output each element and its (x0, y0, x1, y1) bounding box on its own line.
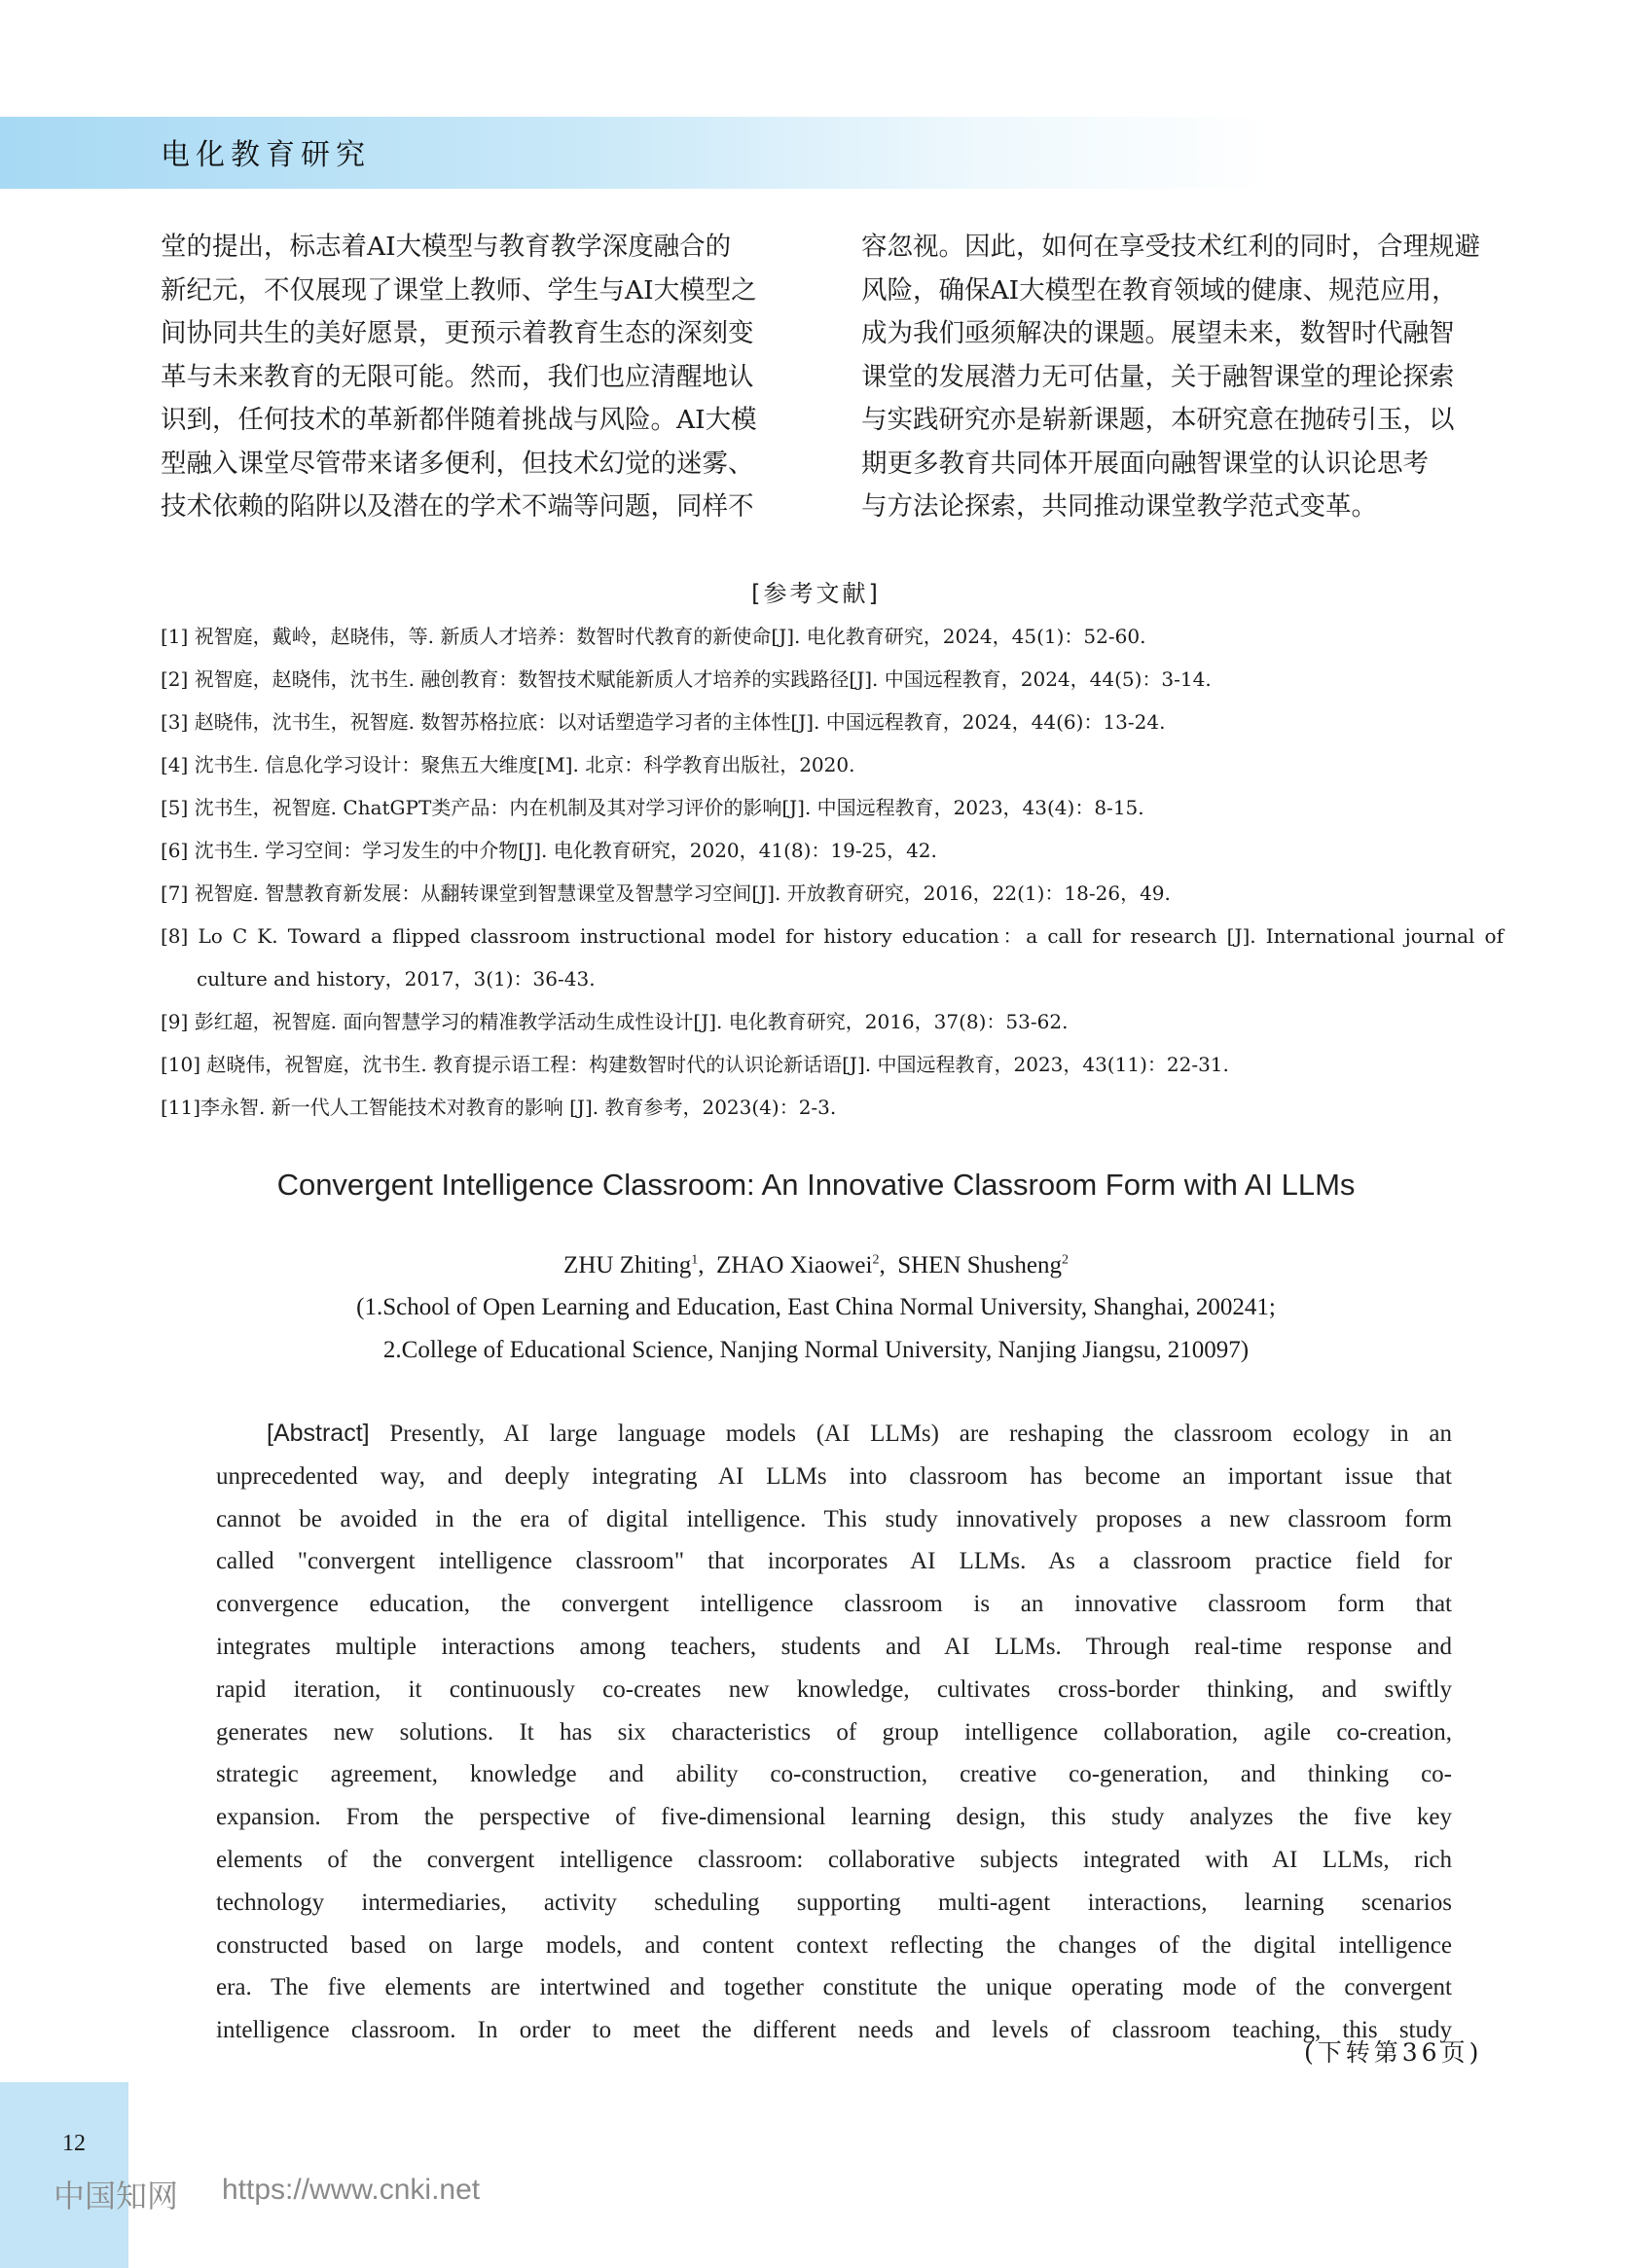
body-right-column (861, 226, 1504, 529)
abstract-line: called "convergent intelligence classroom" that incorporates AI LLMs. As a classroom practice field for (216, 1548, 1452, 1575)
affiliation-1: (1.School of Open Learning and Education, East China Normal University, Shanghai, 200241; (356, 1294, 1276, 1320)
abstract-line: unprecedented way, and deeply integrating AI LLMs into classroom has become an important issue that (216, 1462, 1452, 1490)
abstract-line: rapid iteration, it continuously co-creates new knowledge, cultivates cross-border thinking, and swiftly (216, 1675, 1452, 1703)
body-line: 间协同共生的美好愿景，更预示着教育生态的深刻变 (161, 318, 754, 348)
author-name: SHEN Shusheng (897, 1252, 1062, 1278)
body-line: 成为我们亟须解决的课题。展望未来，数智时代融智 (861, 318, 1455, 348)
abstract-line: intelligence classroom. In order to meet the different needs and levels of classroom teaching, this study (216, 2017, 1452, 2044)
body-line: 与方法论探索，共同推动课堂教学范式变革。 (861, 491, 1377, 522)
author-affiliation-mark: 2 (1061, 1252, 1069, 1268)
reference-item: [4] 沈书生. 信息化学习设计：聚焦五大维度[M]. 北京：科学教育出版社，2020. (161, 753, 855, 776)
author-name: ZHAO Xiaowei (716, 1252, 873, 1278)
abstract-line (216, 1413, 1452, 1456)
reference-item: [6] 沈书生. 学习空间：学习发生的中介物[J]. 电化教育研究，2020，41(8)：19-25，42. (161, 839, 937, 862)
abstract-line: elements of the convergent intelligence classroom: collaborative subjects integrated with AI LLMs, rich (216, 1846, 1452, 1873)
author-name: ZHU Zhiting (563, 1252, 692, 1278)
abstract-label: [Abstract] (267, 1420, 370, 1447)
abstract-line: generates new solutions. It has six characteristics of group intelligence collaboration, agile co-creation, (216, 1718, 1452, 1746)
body-line: 期更多教育共同体开展面向融智课堂的认识论思考 (861, 448, 1429, 479)
continued-note: (下转第36页) (1304, 2038, 1483, 2067)
cnki-watermark-logo: 中国知网 (54, 2178, 179, 2214)
author-list: ZHU Zhiting$^1$, ZHAO Xiaowei$^2$, SHEN Shusheng$^2$ (563, 1252, 1069, 1278)
body-line: 风险，确保AI大模型在教育领域的健康、规范应用， (861, 274, 1458, 306)
abstract-line: era. The five elements are intertwined and together constitute the unique operating mode of the convergent (216, 1974, 1452, 2001)
body-line: 与实践研究亦是崭新课题，本研究意在抛砖引玉，以 (861, 405, 1455, 435)
reference-item: [8] Lo C K. Toward a flipped classroom instructional model for history education：a call for research [J]. International journal of culture and history，2017，3(1)：36-43. (161, 924, 1504, 990)
author-affiliation-mark: 1 (691, 1252, 699, 1268)
reference-item: [3] 赵晓伟，沈书生，祝智庭. 数智苏格拉底：以对话塑造学习者的主体性[J]. 中国远程教育，2024，44(6)：13-24. (161, 710, 1166, 734)
journal-name: 电化教育研究 (161, 138, 371, 172)
abstract-text: Presently, AI large language models (AI LLMs) are reshaping the classroom ecology in an (389, 1421, 1452, 1447)
body-line: 识到，任何技术的革新都伴随着挑战与风险。AI大模 (161, 405, 757, 435)
body-line: 容忽视。因此，如何在享受技术红利的同时，合理规避 (861, 232, 1480, 262)
references-heading: [参考文献] (751, 580, 881, 607)
english-title: Convergent Intelligence Classroom: An Innovative Classroom Form with AI LLMs (276, 1168, 1356, 1202)
body-line: 革与未来教育的无限可能。然而，我们也应清醒地认 (161, 361, 754, 392)
reference-item: [9] 彭红超，祝智庭. 面向智慧学习的精准教学活动生成性设计[J]. 电化教育研究，2016，37(8)：53-62. (161, 1010, 1069, 1033)
abstract-line: technology intermediaries, activity scheduling supporting multi-agent interactions, learning scenarios (216, 1889, 1452, 1916)
cnki-watermark-url: https://www.cnki.net (222, 2174, 481, 2206)
abstract-line: expansion. From the perspective of five-dimensional learning design, this study analyzes the five key (216, 1804, 1452, 1831)
abstract-line: constructed based on large models, and content context reflecting the changes of the digital intelligence (216, 1931, 1452, 1959)
english-abstract (216, 1413, 1452, 2052)
body-line: 课堂的发展潜力无可估量，关于融智课堂的理论探索 (861, 361, 1455, 392)
reference-item: [11]李永智. 新一代人工智能技术对教育的影响 [J]. 教育参考，2023(4)：2-3. (161, 1096, 837, 1119)
abstract-line: cannot be avoided in the era of digital intelligence. This study innovatively proposes a new classroom form (216, 1505, 1452, 1532)
abstract-line: strategic agreement, knowledge and ability co-construction, creative co-generation, and thinking co- (216, 1761, 1452, 1788)
body-left-column (161, 226, 803, 529)
reference-item: [7] 祝智庭. 智慧教育新发展：从翻转课堂到智慧课堂及智慧学习空间[J]. 开放教育研究，2016，22(1)：18-26，49. (161, 882, 1171, 905)
body-line: 新纪元，不仅展现了课堂上教师、学生与AI大模型之 (161, 274, 757, 306)
abstract-line: integrates multiple interactions among teachers, students and AI LLMs. Through real-time response and (216, 1633, 1452, 1660)
reference-item: [2] 祝智庭，赵晓伟，沈书生. 融创教育：数智技术赋能新质人才培养的实践路径[J]. 中国远程教育，2024，44(5)：3-14. (161, 667, 1212, 691)
body-line: 堂的提出，标志着AI大模型与教育教学深度融合的 (161, 232, 732, 262)
affiliation-2: 2.College of Educational Science, Nanjing Normal University, Nanjing Jiangsu, 210097) (382, 1337, 1250, 1363)
reference-item: [1] 祝智庭，戴岭，赵晓伟，等. 新质人才培养：数智时代教育的新使命[J]. 电化教育研究，2024，45(1)：52-60. (161, 625, 1146, 648)
reference-item: [5] 沈书生，祝智庭. ChatGPT类产品：内在机制及其对学习评价的影响[J]. 中国远程教育，2023，43(4)：8-15. (161, 796, 1144, 819)
page-number: 12 (62, 2131, 86, 2156)
author-affiliation-mark: 2 (872, 1252, 880, 1268)
reference-item: [10] 赵晓伟，祝智庭，沈书生. 教育提示语工程：构建数智时代的认识论新话语[J]. 中国远程教育，2023，43(11)：22-31. (161, 1053, 1229, 1076)
body-line: 技术依赖的陷阱以及潜在的学术不端等问题，同样不 (161, 491, 754, 522)
abstract-line: convergence education, the convergent intelligence classroom is an innovative classroom form that (216, 1591, 1452, 1618)
body-line: 型融入课堂尽管带来诸多便利，但技术幻觉的迷雾、 (161, 448, 754, 479)
references-list (161, 615, 1504, 1129)
